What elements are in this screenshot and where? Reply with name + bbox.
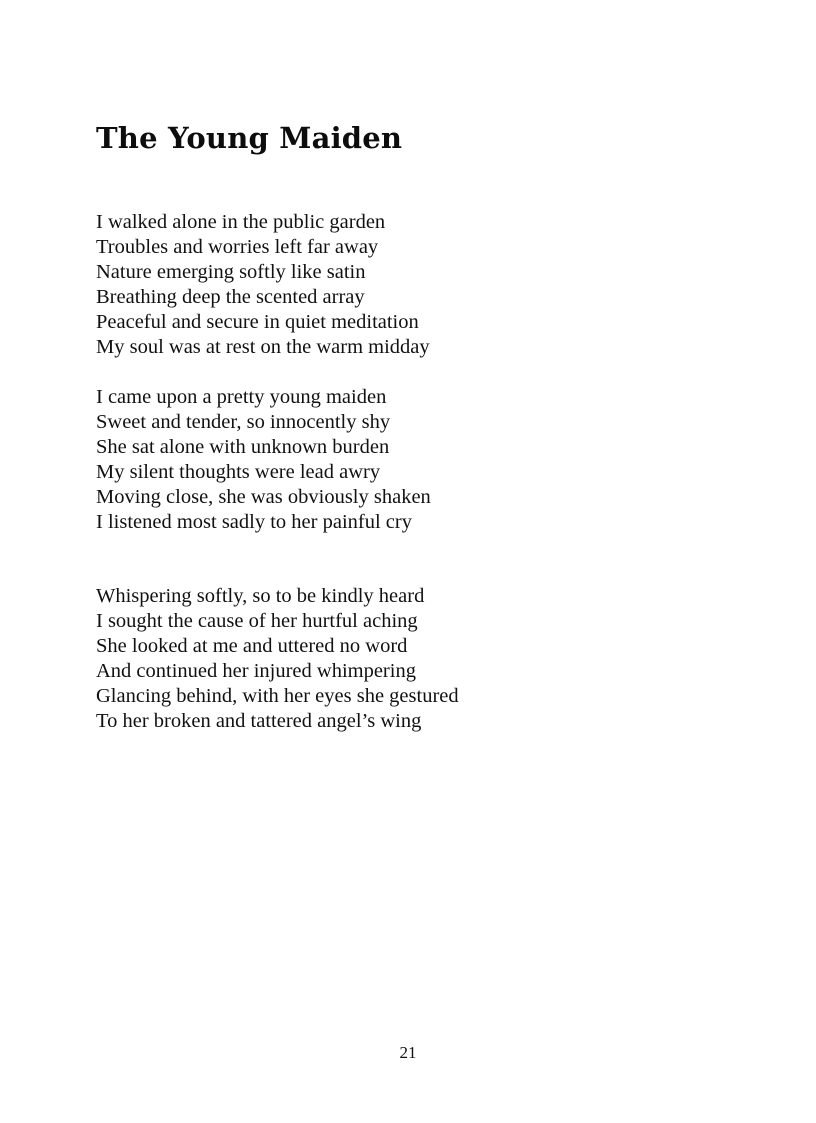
poem-line: Nature emerging softly like satin bbox=[96, 261, 366, 283]
poem-line: Whispering softly, so to be kindly heard bbox=[96, 585, 425, 607]
poem-line: I walked alone in the public garden bbox=[96, 211, 386, 233]
poem-line: Breathing deep the scented array bbox=[96, 286, 365, 308]
poem-line: My soul was at rest on the warm midday bbox=[96, 336, 430, 358]
poem-line: Peaceful and secure in quiet meditation bbox=[96, 311, 419, 333]
poem-line: And continued her injured whimpering bbox=[96, 660, 416, 682]
poem-line: I came upon a pretty young maiden bbox=[96, 386, 387, 408]
poem-line: I listened most sadly to her painful cry bbox=[96, 511, 412, 533]
poem-line: I sought the cause of her hurtful aching bbox=[96, 610, 418, 632]
poem-line: To her broken and tattered angel’s wing bbox=[96, 710, 422, 732]
stanza-3 bbox=[96, 584, 459, 734]
poem-line: Troubles and worries left far away bbox=[96, 236, 379, 258]
poem-title: The Young Maiden bbox=[96, 121, 403, 155]
poem-line: Sweet and tender, so innocently shy bbox=[96, 411, 391, 433]
poem-line: She looked at me and uttered no word bbox=[96, 635, 408, 657]
poem-line: Moving close, she was obviously shaken bbox=[96, 486, 431, 508]
stanza-1 bbox=[96, 210, 430, 360]
stanza-2 bbox=[96, 385, 431, 535]
poem-line: She sat alone with unknown burden bbox=[96, 436, 390, 458]
poem-line: My silent thoughts were lead awry bbox=[96, 461, 381, 483]
page-number: 21 bbox=[399, 1043, 417, 1062]
poem-line: Glancing behind, with her eyes she gestured bbox=[96, 685, 459, 707]
